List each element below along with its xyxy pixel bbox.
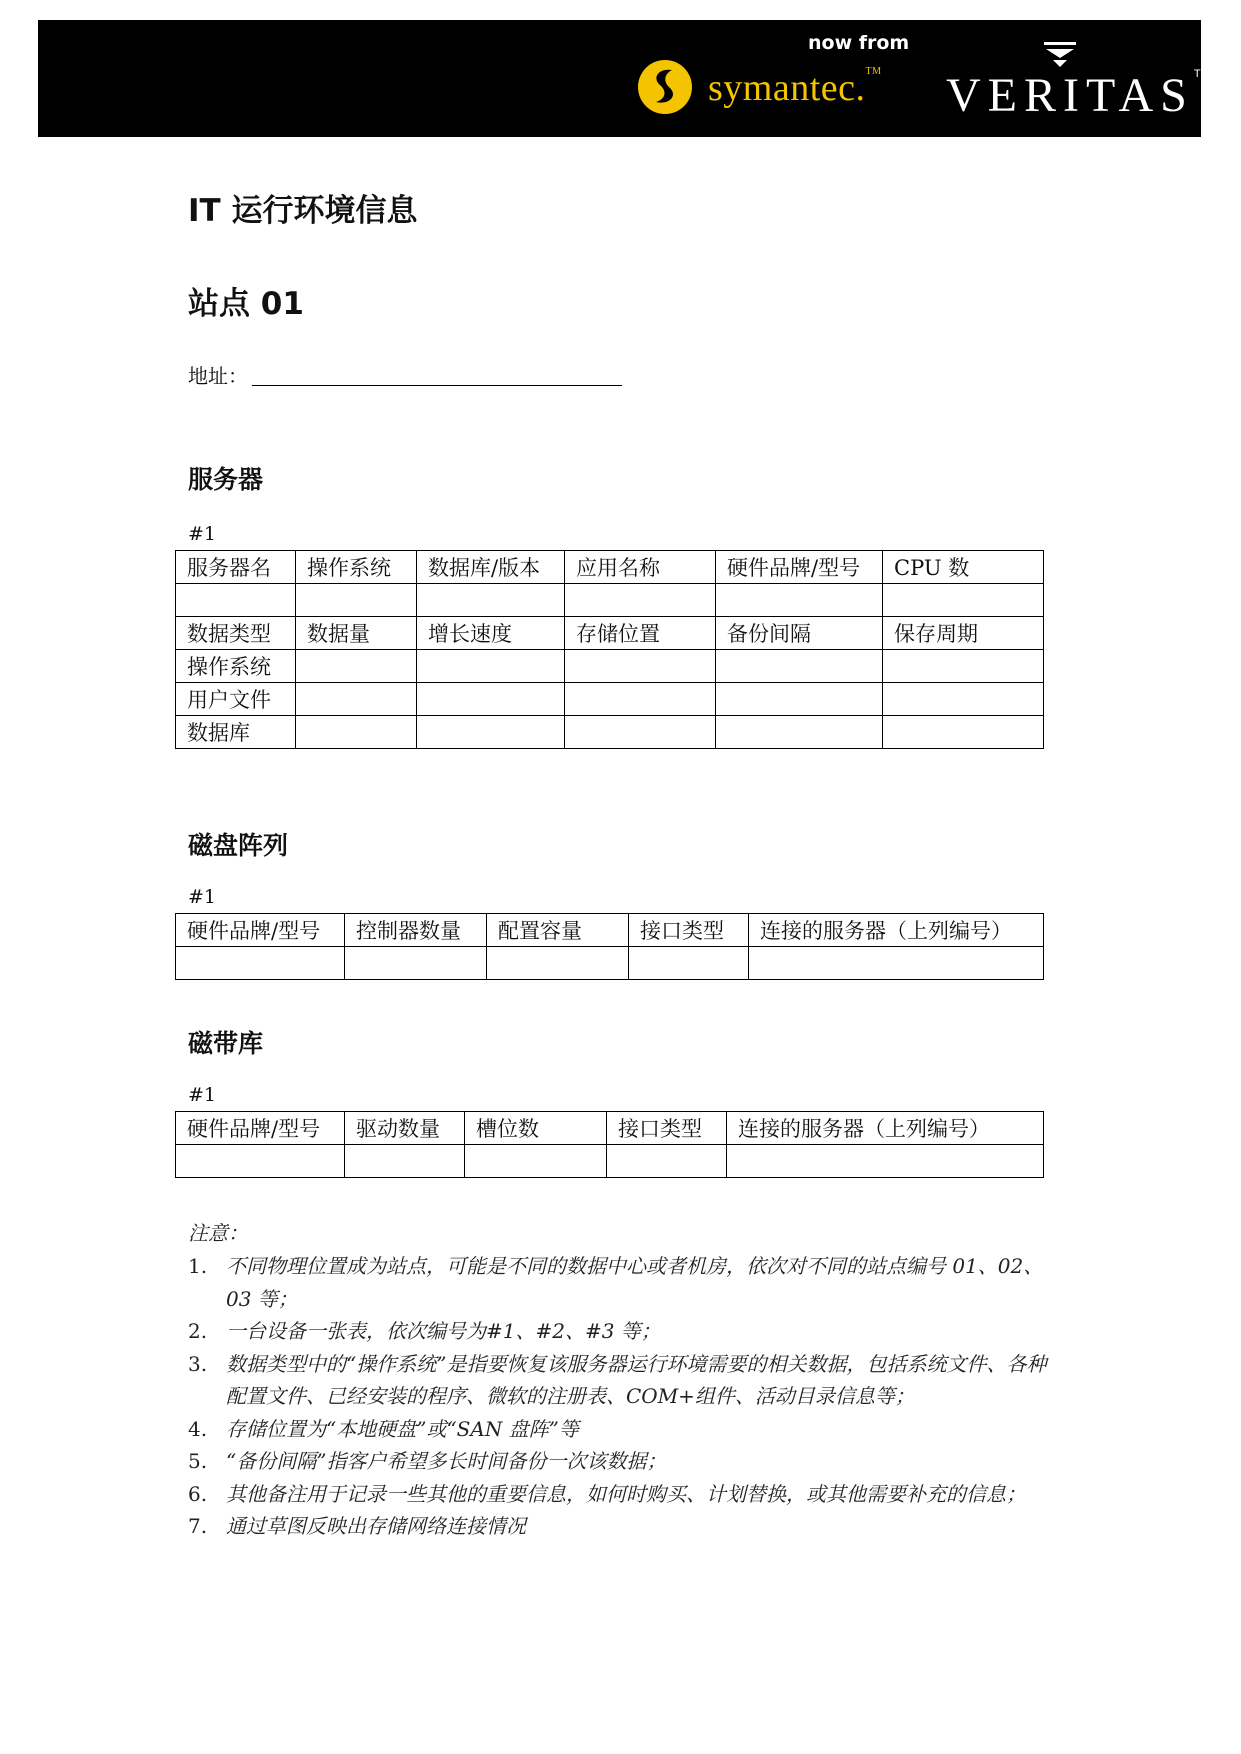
tape-library-table (175, 1111, 1044, 1178)
table-cell[interactable] (716, 716, 883, 749)
table-cell[interactable] (176, 584, 296, 617)
table-cell[interactable] (716, 584, 883, 617)
table-cell[interactable] (345, 947, 487, 980)
table-header-cell: 硬件品牌/型号 (176, 914, 345, 947)
page-title: IT 运行环境信息 (188, 193, 418, 229)
table-header-cell: 连接的服务器（上列编号） (727, 1112, 1044, 1145)
table-row (176, 551, 1044, 584)
table-cell[interactable] (417, 584, 565, 617)
table-cell[interactable] (296, 584, 417, 617)
table-row (176, 683, 1044, 716)
table-header-cell: 数据量 (296, 617, 417, 650)
list-item: 3. 数据类型中的“操作系统”是指要恢复该服务器运行环境需要的相关数据，包括系统文件、各种配置文件、已经安装的程序、微软的注册表、COM+组件、活动目录信息等； (188, 1351, 1047, 1408)
header-banner (38, 20, 1210, 137)
table-cell[interactable] (629, 947, 749, 980)
notes-list (188, 1250, 1058, 1543)
disk-array-heading: 磁盘阵列 (188, 831, 289, 860)
table-row (176, 914, 1044, 947)
table-cell[interactable] (487, 947, 629, 980)
servers-heading: 服务器 (188, 465, 264, 494)
table-header-cell: 接口类型 (629, 914, 749, 947)
table-row (176, 1112, 1044, 1145)
list-item: 7. 通过草图反映出存储网络连接情况 (188, 1514, 526, 1538)
table-header-cell: 操作系统 (296, 551, 417, 584)
symantec-logo-icon (636, 58, 694, 116)
symantec-wordmark: symantec.™ (708, 66, 882, 109)
table-row (176, 716, 1044, 749)
tape-library-heading: 磁带库 (188, 1029, 264, 1058)
table-cell[interactable] (296, 650, 417, 683)
table-cell[interactable] (883, 584, 1044, 617)
table-row (176, 617, 1044, 650)
table-header-cell: 应用名称 (565, 551, 716, 584)
table-header-cell: 连接的服务器（上列编号） (749, 914, 1044, 947)
table-cell[interactable] (883, 683, 1044, 716)
table-cell[interactable] (296, 683, 417, 716)
table-header-cell: 控制器数量 (345, 914, 487, 947)
table-header-cell: 硬件品牌/型号 (176, 1112, 345, 1145)
table-cell[interactable] (727, 1145, 1044, 1178)
table-row (176, 947, 1044, 980)
address-field[interactable] (252, 385, 622, 386)
table-cell[interactable] (417, 716, 565, 749)
table-cell[interactable] (883, 716, 1044, 749)
table-header-cell: 槽位数 (465, 1112, 607, 1145)
table-header-cell: 备份间隔 (716, 617, 883, 650)
table-row (176, 584, 1044, 617)
table-header-cell: 存储位置 (565, 617, 716, 650)
table-cell[interactable] (607, 1145, 727, 1178)
table-header-cell: 接口类型 (607, 1112, 727, 1145)
table-cell[interactable] (417, 650, 565, 683)
table-header-cell: 增长速度 (417, 617, 565, 650)
servers-table (175, 550, 1044, 749)
row-label-cell: 操作系统 (176, 650, 296, 683)
notes-heading: 注意： (188, 1221, 248, 1245)
veritas-wordmark: VERITAS™ (946, 68, 1210, 122)
table-cell[interactable] (345, 1145, 465, 1178)
table-cell[interactable] (465, 1145, 607, 1178)
servers-number: #1 (188, 523, 217, 545)
row-label-cell: 用户文件 (176, 683, 296, 716)
table-cell[interactable] (716, 650, 883, 683)
table-cell[interactable] (883, 650, 1044, 683)
table-header-cell: CPU 数 (883, 551, 1044, 584)
table-cell[interactable] (176, 947, 345, 980)
table-header-cell: 数据类型 (176, 617, 296, 650)
address-label: 地址： (188, 364, 248, 388)
table-cell[interactable] (749, 947, 1044, 980)
table-cell[interactable] (176, 1145, 345, 1178)
veritas-mark-icon (1040, 40, 1080, 70)
table-header-cell: 驱动数量 (345, 1112, 465, 1145)
list-item: 4. 存储位置为“本地硬盘”或“SAN 盘阵”等 (188, 1416, 579, 1441)
table-header-cell: 服务器名 (176, 551, 296, 584)
table-cell[interactable] (565, 584, 716, 617)
list-item: 6. 其他备注用于记录一些其他的重要信息，如何时购买、计划替换，或其他需要补充的信息； (188, 1481, 1026, 1506)
site-heading: 站点 01 (188, 286, 304, 322)
table-header-cell: 数据库/版本 (417, 551, 565, 584)
table-cell[interactable] (565, 716, 716, 749)
table-cell[interactable] (417, 683, 565, 716)
table-cell[interactable] (565, 650, 716, 683)
table-header-cell: 硬件品牌/型号 (716, 551, 883, 584)
table-row (176, 650, 1044, 683)
row-label-cell: 数据库 (176, 716, 296, 749)
list-item: 2. 一台设备一张表，依次编号为#1、#2、#3 等； (188, 1319, 661, 1343)
table-header-cell: 配置容量 (487, 914, 629, 947)
disk-array-table (175, 913, 1044, 980)
now-from-text: now from (808, 32, 910, 54)
list-item: 5. “备份间隔”指客户希望多长时间备份一次该数据； (188, 1449, 667, 1473)
table-cell[interactable] (565, 683, 716, 716)
disk-array-number: #1 (188, 886, 217, 908)
tape-library-number: #1 (188, 1084, 217, 1106)
table-cell[interactable] (296, 716, 417, 749)
table-cell[interactable] (716, 683, 883, 716)
table-header-cell: 保存周期 (883, 617, 1044, 650)
table-row (176, 1145, 1044, 1178)
list-item: 1. 不同物理位置成为站点，可能是不同的数据中心或者机房，依次对不同的站点编号 01、02、03 等； (188, 1254, 1044, 1311)
